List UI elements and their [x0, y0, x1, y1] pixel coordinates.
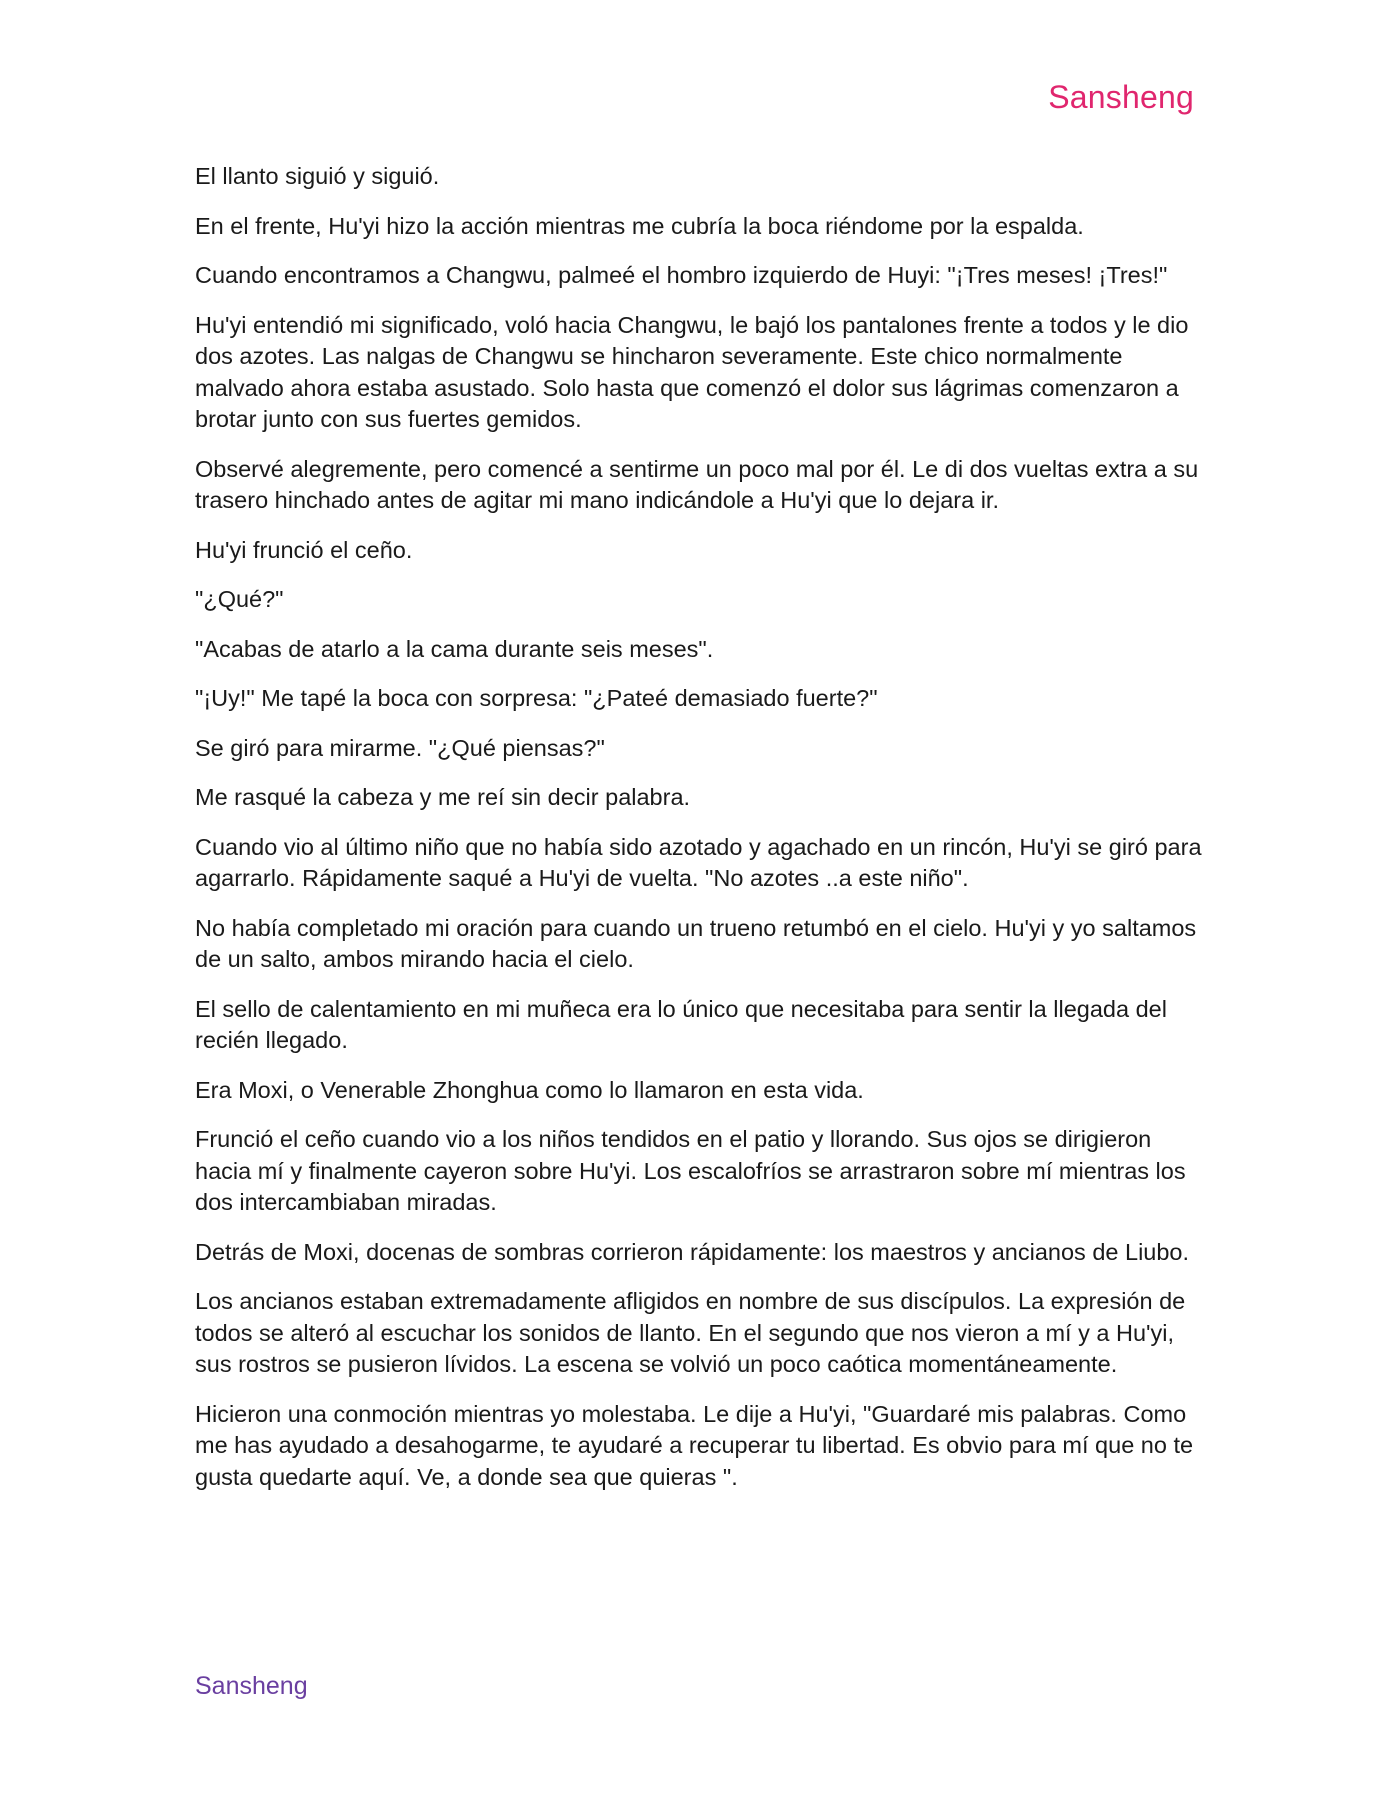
- paragraph: Se giró para mirarme. "¿Qué piensas?": [195, 734, 605, 761]
- header-brand-title: Sansheng: [1048, 79, 1194, 115]
- paragraph: En el frente, Hu'yi hizo la acción mientras me cubría la boca riéndome por la espalda.: [195, 212, 1084, 239]
- paragraph: Hu'yi entendió mi significado, voló hacia Changwu, le bajó los pantalones frente a todos y le dio dos azotes. Las nalgas de Changwu se hincharon severamente. Este chico normalmente malvado ahora estaba asustado. Solo hasta que comenzó el dolor sus lágrimas comenzaron a brotar junto con sus fuertes gemidos.: [195, 311, 1189, 432]
- paragraph: Observé alegremente, pero comencé a sentirme un poco mal por él. Le di dos vueltas extra a su trasero hinchado antes de agitar mi mano indicándole a Hu'yi que lo dejara ir.: [195, 455, 1199, 513]
- paragraph: Hu'yi frunció el ceño.: [195, 536, 413, 563]
- document-body: [195, 161, 1205, 1511]
- paragraph: "¿Qué?": [195, 586, 284, 612]
- footer-brand-title: Sansheng: [195, 1672, 308, 1700]
- paragraph: El llanto siguió y siguió.: [195, 163, 440, 189]
- paragraph: Detrás de Moxi, docenas de sombras corrieron rápidamente: los maestros y ancianos de Liubo.: [195, 1238, 1190, 1265]
- paragraph: Cuando vio al último niño que no había sido azotado y agachado en un rincón, Hu'yi se giró para agarrarlo. Rápidamente saqué a Hu'yi de vuelta. "No azotes ..a este niño".: [195, 833, 1202, 891]
- paragraph: Hicieron una conmoción mientras yo molestaba. Le dije a Hu'yi, "Guardaré mis palabras. Como me has ayudado a desahogarme, te ayudaré a recuperar tu libertad. Es obvio para mí que no te gusta quedarte aquí. Ve, a donde sea que quieras ".: [195, 1400, 1194, 1490]
- paragraph: "¡Uy!" Me tapé la boca con sorpresa: "¿Pateé demasiado fuerte?": [195, 685, 878, 711]
- paragraph: Me rasqué la cabeza y me reí sin decir palabra.: [195, 784, 691, 810]
- paragraph: Los ancianos estaban extremadamente afligidos en nombre de sus discípulos. La expresión de todos se alteró al escuchar los sonidos de llanto. En el segundo que nos vieron a mí y a Hu'yi, sus rostros se pusieron lívidos. La escena se volvió un poco caótica momentáneamente.: [195, 1288, 1186, 1377]
- paragraph: El sello de calentamiento en mi muñeca era lo único que necesitaba para sentir la llegada del recién llegado.: [195, 995, 1167, 1053]
- paragraph: Frunció el ceño cuando vio a los niños tendidos en el patio y llorando. Sus ojos se dirigieron hacia mí y finalmente cayeron sobre Hu'yi. Los escalofríos se arrastraron sobre mí mientras los dos intercambiaban miradas.: [195, 1126, 1186, 1215]
- paragraph: "Acabas de atarlo a la cama durante seis meses".: [195, 635, 714, 662]
- paragraph: Cuando encontramos a Changwu, palmeé el hombro izquierdo de Huyi: "¡Tres meses! ¡Tres!": [195, 262, 1168, 288]
- paragraph: Era Moxi, o Venerable Zhonghua como lo llamaron en esta vida.: [195, 1076, 864, 1103]
- paragraph: No había completado mi oración para cuando un trueno retumbó en el cielo. Hu'yi y yo saltamos de un salto, ambos mirando hacia el cielo.: [195, 914, 1197, 972]
